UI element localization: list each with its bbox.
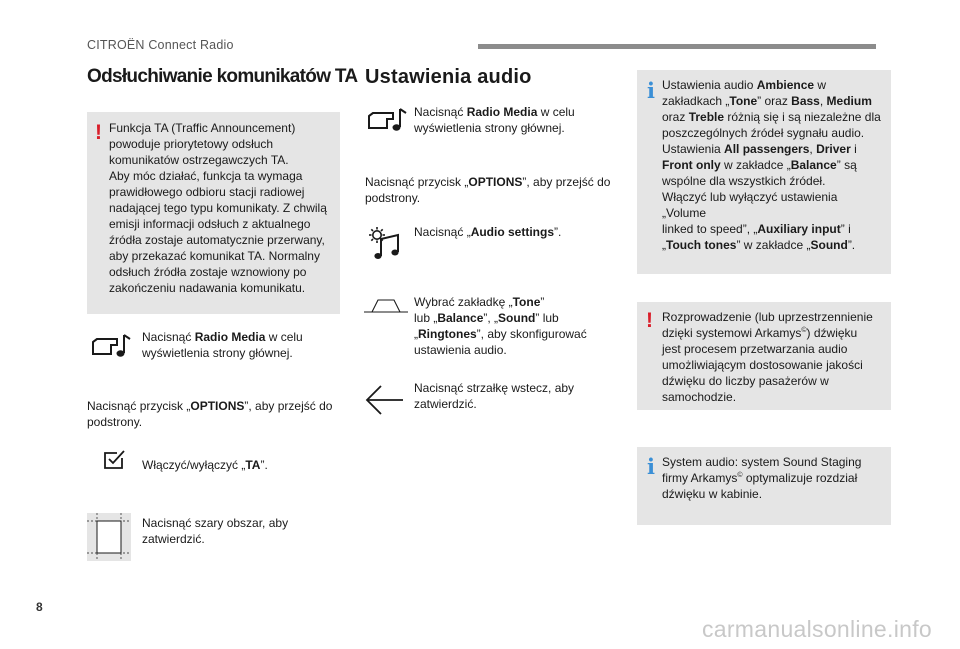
ambience-info-box [637,70,891,274]
audio-step-settings: Nacisnąć „Audio settings”. [414,225,562,239]
ta-section-title: Odsłuchiwanie komunikatów TA [87,66,358,87]
radio-media-icon [367,107,407,133]
grey-area-icon [87,513,131,561]
sound-staging-info-text: System audio: system Sound Staging firmy Arkamys© optymalizuje rozdział dźwięku w kabinie. [662,455,862,501]
tab-icon [364,297,408,315]
header-bar [478,44,876,49]
info-icon: i [647,78,655,103]
manual-header-title: CITROËN Connect Radio [87,38,234,52]
info-icon: i [647,454,655,479]
ta-step-radio-media: Nacisnąć Radio Media w celu wyświetlenia strony głównej. [142,330,303,360]
ta-step-toggle: Włączyć/wyłączyć „TA”. [142,458,268,472]
watermark: carmanualsonline.info [701,616,932,642]
ta-warning-box [87,112,340,314]
checkbox-icon [103,449,127,471]
audio-options-paragraph: Nacisnąć przycisk „OPTIONS”, aby przejść do podstrony. [365,175,611,205]
radio-media-icon [91,333,131,359]
warning-icon: ! [95,121,102,144]
audio-settings-section-title: Ustawienia audio [365,66,532,88]
ambience-info-text: Ustawienia audio Ambience w zakładkach „Tone” oraz Bass, Medium oraz Treble różnią się i są niezależne dla poszczególnych źródeł sygnału audio. Ustawienia All passengers, Driver i Front only w zakładce „Balance” są wspólne dla wszystkich źródeł. Włączyć lub wyłączyć ustawienia „Volume linked to speed”, „Auxiliary input” i „Touch tones” w zakładce „Sound”. [662,78,881,252]
back-arrow-icon [365,383,405,417]
audio-step-tabs: Wybrać zakładkę „Tone” lub „Balance”, „Sound” lub „Ringtones”, aby skonfigurować ustawienia audio. [414,295,587,357]
audio-step-back: Nacisnąć strzałkę wstecz, aby zatwierdzić. [414,381,575,411]
ta-warning-text: Funkcja TA (Traffic Announcement) powoduje priorytetowy odsłuch komunikatów ostrzegawczych TA. Aby móc działać, funkcja ta wymaga prawidłowego odbioru stacji radiowej nadającej tego typu komunikaty. Z chwilą emisji informacji odsłuch z aktualnego źródła zostaje automatycznie przerwany, aby przekazać komunikat TA. Normalny odsłuch źródła zostaje wznowiony po zakończeniu nadawania komunikatu. [109,121,327,295]
warning-icon: ! [646,309,653,332]
audio-settings-icon [368,226,402,260]
sound-staging-info-box [637,447,891,525]
arkamys-warning-text: Rozprowadzenie (lub uprzestrzennienie dzięki systemowi Arkamys©) dźwięku jest procesem przetwarzania audio umożliwiającym dostosowanie jakości dźwięku do liczby pasażerów w samochodzie. [662,310,873,404]
ta-options-paragraph: Nacisnąć przycisk „OPTIONS”, aby przejść do podstrony. [87,399,333,429]
ta-step-confirm: Nacisnąć szary obszar, aby zatwierdzić. [142,516,289,546]
page-number: 8 [36,600,43,614]
arkamys-warning-box [637,302,891,410]
audio-step-radio-media: Nacisnąć Radio Media w celu wyświetlenia strony głównej. [414,105,575,135]
